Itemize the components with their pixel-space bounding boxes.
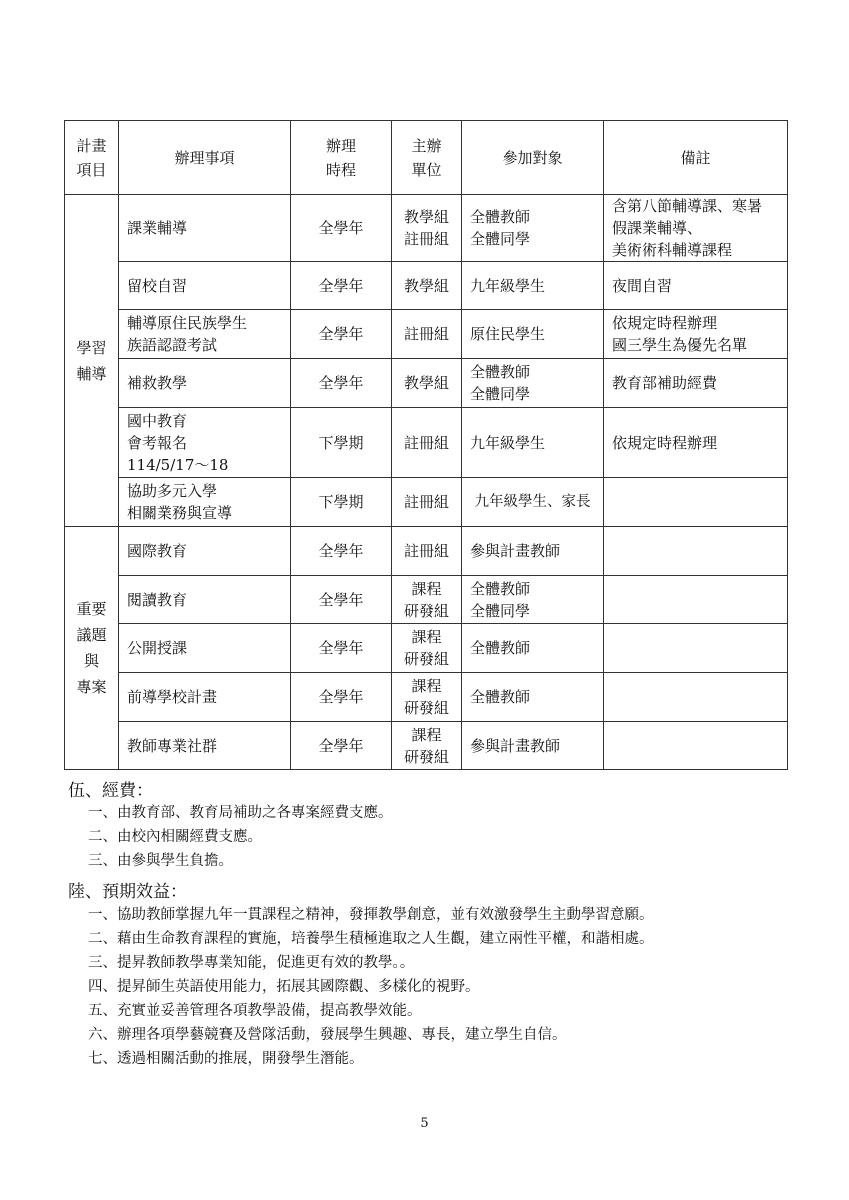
item-cell: 留校自習 [119,262,291,310]
item-cell: 國中教育 會考報名 114/5/17～18 [119,408,291,478]
list-item: 二、藉由生命教育課程的實施，培養學生積極進取之人生觀，建立兩性平權，和諧相處。 [88,931,654,947]
note-cell: 夜間自習 [604,262,788,310]
target-cell: 全體教師 [462,673,604,722]
table-row [65,673,788,722]
unit-cell: 註冊組 [392,310,462,359]
target-cell: 全體教師 [462,624,604,673]
schedule-cell: 下學期 [291,408,392,478]
note-cell [604,527,788,576]
list-item: 三、提昇教師教學專業知能，促進更有效的教學。。 [88,955,415,971]
item-cell: 課業輔導 [119,195,291,262]
unit-cell: 教學組 [392,262,462,310]
item-cell: 教師專業社群 [119,722,291,770]
benefits-title: 陸、預期效益： [68,882,187,902]
target-cell: 原住民學生 [462,310,604,359]
note-cell [604,673,788,722]
table-header-row [65,121,788,195]
table-row [65,310,788,359]
header-plan-item: 計畫 項目 [65,121,119,195]
target-cell: 參與計畫教師 [462,527,604,576]
table-row [65,527,788,576]
table-row [65,359,788,408]
schedule-cell: 全學年 [291,359,392,408]
category-cell: 學習 輔導 [65,195,119,527]
funding-title: 伍、經費： [68,781,153,801]
schedule-cell: 全學年 [291,722,392,770]
note-cell: 教育部補助經費 [604,359,788,408]
table-row [65,478,788,527]
list-item: 五、充實並妥善管理各項教學設備，提高教學效能。 [88,1003,422,1019]
unit-cell: 課程 研發組 [392,624,462,673]
table-row [65,195,788,262]
note-cell [604,478,788,527]
list-item: 一、協助教師掌握九年一貫課程之精神，發揮教學創意，並有效激發學生主動學習意願。 [88,907,654,923]
unit-cell: 課程 研發組 [392,576,462,624]
schedule-cell: 全學年 [291,576,392,624]
page-number: 5 [420,1116,429,1131]
unit-cell: 註冊組 [392,408,462,478]
funding-list [88,801,393,873]
item-cell: 補救教學 [119,359,291,408]
schedule-cell: 全學年 [291,624,392,673]
note-cell [604,576,788,624]
unit-cell: 註冊組 [392,478,462,527]
table-row [65,624,788,673]
target-cell: 全體教師 全體同學 [462,195,604,262]
list-item: 三、由參與學生負擔。 [88,853,233,869]
list-item: 四、提昇師生英語使用能力，拓展其國際觀、多樣化的視野。 [88,979,480,995]
note-cell: 含第八節輔導課、寒暑 假課業輔導、 美術術科輔導課程 [604,195,788,262]
unit-cell: 課程 研發組 [392,673,462,722]
target-cell: 九年級學生、家長 [462,478,604,527]
target-cell: 參與計畫教師 [462,722,604,770]
target-cell: 九年級學生 [462,262,604,310]
schedule-cell: 全學年 [291,673,392,722]
item-cell: 閱讀教育 [119,576,291,624]
note-cell [604,624,788,673]
schedule-cell: 全學年 [291,527,392,576]
list-item: 二、由校內相關經費支應。 [88,829,262,845]
list-item: 一、由教育部、教育局補助之各專案經費支應。 [88,805,393,821]
schedule-cell: 全學年 [291,195,392,262]
note-cell [604,722,788,770]
table-row [65,722,788,770]
unit-cell: 課程 研發組 [392,722,462,770]
table-row [65,576,788,624]
header-task: 辦理事項 [119,121,291,195]
activity-plan-table [64,120,788,770]
item-cell: 公開授課 [119,624,291,673]
target-cell: 九年級學生 [462,408,604,478]
unit-cell: 教學組 [392,359,462,408]
target-cell: 全體教師 全體同學 [462,359,604,408]
target-cell: 全體教師 全體同學 [462,576,604,624]
item-cell: 國際教育 [119,527,291,576]
header-unit: 主辦 單位 [392,121,462,195]
table-row [65,408,788,478]
list-item: 六、辦理各項學藝競賽及營隊活動，發展學生興趣、專長，建立學生自信。 [88,1027,567,1043]
schedule-cell: 全學年 [291,262,392,310]
unit-cell: 註冊組 [392,527,462,576]
benefits-list [88,903,654,1071]
table-row [65,262,788,310]
header-schedule: 辦理 時程 [291,121,392,195]
list-item: 七、透過相關活動的推展，開發學生潛能。 [88,1051,364,1067]
category-cell: 重要 議題 與 專案 [65,527,119,770]
note-cell: 依規定時程辦理 [604,408,788,478]
item-cell: 輔導原住民族學生 族語認證考試 [119,310,291,359]
schedule-cell: 下學期 [291,478,392,527]
item-cell: 前導學校計畫 [119,673,291,722]
note-cell: 依規定時程辦理 國三學生為優先名單 [604,310,788,359]
unit-cell: 教學組 註冊組 [392,195,462,262]
schedule-cell: 全學年 [291,310,392,359]
item-cell: 協助多元入學 相關業務與宣導 [119,478,291,527]
header-target: 參加對象 [462,121,604,195]
header-note: 備註 [604,121,788,195]
